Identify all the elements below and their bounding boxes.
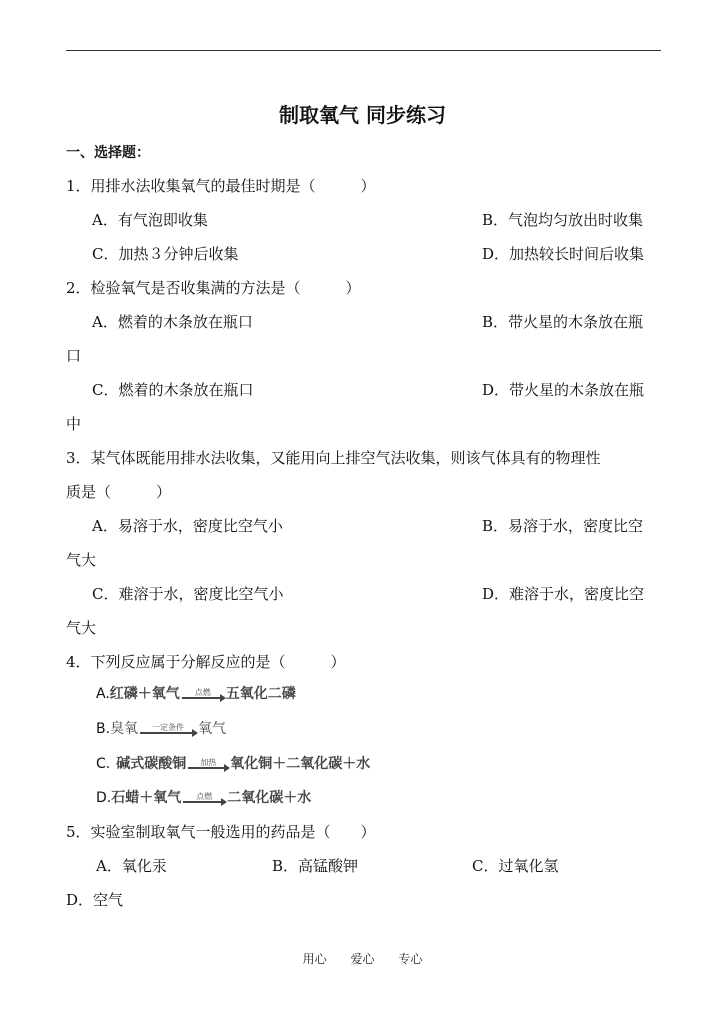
q3-stem-line2: 质是（ ）: [66, 483, 172, 501]
footer-item: 爱心: [350, 952, 375, 966]
q4-c-products: 氧化铜＋二氧化碳＋水: [230, 756, 371, 772]
q5-option-b[interactable]: B．高锰酸钾: [272, 857, 359, 875]
reaction-arrow-icon: [182, 688, 224, 704]
q4-a-label: A.: [96, 686, 110, 702]
q4-d-label: D.: [96, 790, 112, 806]
q2-option-d-continued: 中: [66, 415, 82, 433]
q1-option-b[interactable]: B．气泡均匀放出时收集: [482, 211, 644, 229]
q1-option-c[interactable]: C．加热３分钟后收集: [92, 245, 239, 263]
q1-option-a[interactable]: A．有气泡即收集: [92, 211, 208, 229]
q4-b-label: B.: [96, 721, 111, 737]
q1-stem: 1．用排水法收集氧气的最佳时期是（ ）: [66, 177, 376, 195]
q4-d-reactants: 石蜡＋氧气: [111, 790, 182, 806]
q4-a-reactants: 红磷＋氧气: [109, 686, 180, 702]
page-title: 制取氧气 同步练习: [279, 103, 446, 127]
q3-option-a[interactable]: A．易溶于水，密度比空气小: [92, 517, 283, 535]
header-rule: [66, 50, 661, 51]
q4-option-a[interactable]: [96, 684, 296, 704]
q5-stem: 5．实验室制取氧气一般选用的药品是（ ）: [66, 823, 376, 841]
q5-option-a[interactable]: A．氧化汞: [96, 857, 167, 875]
q5-option-d[interactable]: D．空气: [66, 891, 124, 909]
q4-b-condition: 一定条件: [152, 723, 185, 732]
q3-option-d[interactable]: D．难溶于水，密度比空: [482, 585, 645, 603]
reaction-arrow-icon: [140, 723, 196, 739]
section-heading: 一、选择题：: [66, 145, 150, 161]
q3-stem-line1: 3．某气体既能用排水法收集，又能用向上排空气法收集，则该气体具有的物理性: [66, 449, 601, 467]
q4-c-condition: 加热: [200, 758, 217, 767]
q4-c-label: C.: [96, 756, 111, 772]
q2-stem: 2．检验氧气是否收集满的方法是（ ）: [66, 279, 361, 297]
q2-option-c[interactable]: C．燃着的木条放在瓶口: [92, 381, 254, 399]
footer-item: 用心: [302, 952, 327, 966]
reaction-arrow-icon: [188, 758, 228, 774]
footer-item: 专心: [398, 952, 423, 966]
q5-option-c[interactable]: C．过氧化氢: [472, 857, 559, 875]
q4-a-products: 五氧化二磷: [225, 686, 296, 702]
q2-option-b-continued: 口: [66, 347, 82, 365]
q3-option-d-continued: 气大: [66, 619, 97, 637]
q4-option-b[interactable]: [96, 719, 226, 739]
q4-d-condition: 点燃: [196, 792, 213, 801]
q2-option-d[interactable]: D．带火星的木条放在瓶: [482, 381, 645, 399]
q4-c-reactants: 碱式碳酸铜: [116, 756, 187, 772]
q4-b-reactants: 臭氧: [110, 721, 139, 737]
q1-option-d[interactable]: D．加热较长时间后收集: [482, 245, 645, 263]
q4-b-products: 氧气: [198, 721, 227, 737]
q4-a-condition: 点燃: [194, 688, 211, 697]
reaction-arrow-icon: [183, 792, 225, 808]
q4-d-products: 二氧化碳＋水: [227, 790, 312, 806]
page-footer: [0, 950, 725, 967]
q2-option-a[interactable]: A．燃着的木条放在瓶口: [92, 313, 253, 331]
q3-option-c[interactable]: C．难溶于水，密度比空气小: [92, 585, 284, 603]
q4-option-c[interactable]: [96, 754, 370, 774]
q4-stem: 4．下列反应属于分解反应的是（ ）: [66, 653, 346, 671]
q2-option-b[interactable]: B．带火星的木条放在瓶: [482, 313, 644, 331]
q3-option-b-continued: 气大: [66, 551, 97, 569]
q4-option-d[interactable]: [96, 788, 311, 808]
q3-option-b[interactable]: B．易溶于水，密度比空: [482, 517, 644, 535]
